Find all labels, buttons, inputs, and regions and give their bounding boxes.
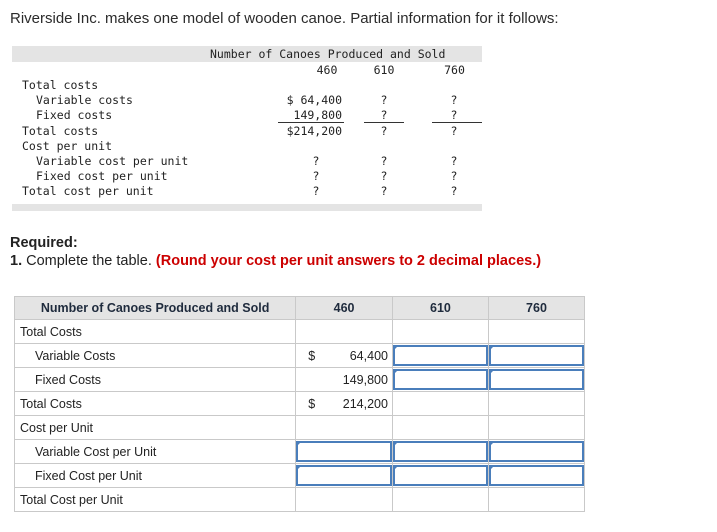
- problem-statement: [12, 46, 482, 212]
- required-title: Required:: [10, 235, 78, 251]
- stmt-variable-760: ?: [450, 93, 458, 107]
- total-costs-460-value: 214,200: [342, 396, 388, 411]
- row-label-variable-cost-per-unit: Variable Cost per Unit: [15, 440, 296, 464]
- input-cell: [488, 440, 584, 464]
- table-row: [15, 320, 585, 344]
- stmt-fixed-cost-per-unit: Fixed cost per unit: [36, 169, 168, 183]
- empty-cell: [296, 320, 393, 344]
- empty-cell: [392, 488, 488, 512]
- empty-cell: [488, 488, 584, 512]
- answer-col-610: 610: [392, 297, 488, 320]
- row-label-fixed-costs: Fixed Costs: [15, 368, 296, 392]
- input-cell: [488, 368, 584, 392]
- fixed-cost-per-unit-460-input[interactable]: [296, 465, 392, 486]
- stmt-total-610: ?: [380, 124, 388, 138]
- variable-cost-per-unit-760-input[interactable]: [489, 441, 584, 462]
- row-label-cost-per-unit: Cost per Unit: [15, 416, 296, 440]
- input-cell: [488, 344, 584, 368]
- empty-cell: [488, 320, 584, 344]
- stmt-vcpu-460: ?: [312, 154, 320, 168]
- statement-col-460: 460: [316, 63, 338, 77]
- input-cell: [296, 464, 393, 488]
- required-note: (Round your cost per unit answers to 2 decimal places.): [155, 253, 542, 269]
- table-row: [15, 368, 585, 392]
- value-cell-variable-460: [296, 344, 393, 368]
- empty-cell: [392, 320, 488, 344]
- empty-cell: [392, 416, 488, 440]
- stmt-fcpu-610: ?: [380, 169, 388, 183]
- row-label-total-cost-per-unit: Total Cost per Unit: [15, 488, 296, 512]
- required-number: 1.: [10, 253, 23, 269]
- stmt-variable-610: ?: [380, 93, 388, 107]
- variable-costs-760-input[interactable]: [489, 345, 584, 366]
- fixed-costs-610-input[interactable]: [393, 369, 488, 390]
- intro-text: Riverside Inc. makes one model of wooden canoe. Partial information for it follows:: [10, 10, 559, 27]
- currency-symbol: $: [308, 396, 316, 411]
- input-cell: [296, 440, 393, 464]
- row-label-total-costs-title: Total Costs: [15, 320, 296, 344]
- stmt-vcpu-610: ?: [380, 154, 388, 168]
- answer-table: [14, 296, 585, 512]
- statement-header: Number of Canoes Produced and Sold: [210, 47, 446, 61]
- table-row: [15, 392, 585, 416]
- row-label-fixed-cost-per-unit: Fixed Cost per Unit: [15, 464, 296, 488]
- stmt-variable-460: $ 64,400: [286, 93, 342, 107]
- value-cell-total-460: [296, 392, 393, 416]
- stmt-total-460: $214,200: [286, 124, 342, 138]
- variable-costs-460-value: 64,400: [349, 348, 388, 363]
- fixed-cost-per-unit-610-input[interactable]: [393, 465, 488, 486]
- fixed-cost-per-unit-760-input[interactable]: [489, 465, 584, 486]
- table-row: [15, 344, 585, 368]
- stmt-fcpu-460: ?: [312, 169, 320, 183]
- stmt-total-cost-per-unit: Total cost per unit: [22, 184, 154, 198]
- table-row: [15, 416, 585, 440]
- required-text: Complete the table.: [26, 253, 152, 269]
- stmt-underline-760: [432, 122, 482, 123]
- stmt-fixed-460: 149,800: [293, 108, 342, 122]
- answer-header-label: Number of Canoes Produced and Sold: [15, 297, 296, 320]
- empty-cell: [392, 392, 488, 416]
- required-instruction: [10, 253, 541, 269]
- variable-cost-per-unit-610-input[interactable]: [393, 441, 488, 462]
- table-row: [15, 440, 585, 464]
- input-cell: [392, 440, 488, 464]
- stmt-total-costs-title: Total costs: [22, 78, 99, 92]
- statement-col-760: 760: [444, 63, 465, 77]
- table-row: [15, 464, 585, 488]
- input-cell: [392, 464, 488, 488]
- empty-cell: [488, 416, 584, 440]
- currency-symbol: $: [308, 348, 316, 363]
- stmt-fixed-610: ?: [380, 108, 388, 122]
- stmt-fixed-costs: Fixed costs: [36, 108, 113, 122]
- statement-col-610: 610: [373, 63, 395, 77]
- value-cell-fixed-460: [296, 368, 393, 392]
- empty-cell: [488, 392, 584, 416]
- stmt-cost-per-unit: Cost per unit: [22, 139, 113, 153]
- stmt-tcpu-610: ?: [380, 184, 388, 198]
- input-cell: [392, 368, 488, 392]
- stmt-underline-460: [278, 122, 344, 123]
- fixed-costs-460-value: 149,800: [342, 372, 388, 387]
- answer-col-460: 460: [296, 297, 393, 320]
- stmt-total-760: ?: [450, 124, 458, 138]
- statement-footer-bar: [12, 204, 482, 211]
- table-row: [15, 488, 585, 512]
- stmt-variable-costs: Variable costs: [36, 93, 133, 107]
- answer-header-row: [15, 297, 585, 320]
- stmt-fixed-760: ?: [450, 108, 458, 122]
- row-label-variable-costs: Variable Costs: [15, 344, 296, 368]
- empty-cell: [296, 416, 393, 440]
- stmt-fcpu-760: ?: [450, 169, 458, 183]
- stmt-variable-cost-per-unit: Variable cost per unit: [36, 154, 189, 168]
- stmt-total-costs: Total costs: [22, 124, 99, 138]
- input-cell: [392, 344, 488, 368]
- fixed-costs-760-input[interactable]: [489, 369, 584, 390]
- input-cell: [488, 464, 584, 488]
- variable-cost-per-unit-460-input[interactable]: [296, 441, 392, 462]
- stmt-vcpu-760: ?: [450, 154, 458, 168]
- answer-col-760: 760: [488, 297, 584, 320]
- variable-costs-610-input[interactable]: [393, 345, 488, 366]
- row-label-total-costs: Total Costs: [15, 392, 296, 416]
- stmt-tcpu-460: ?: [312, 184, 320, 198]
- stmt-tcpu-760: ?: [450, 184, 458, 198]
- stmt-underline-610: [364, 122, 404, 123]
- empty-cell: [296, 488, 393, 512]
